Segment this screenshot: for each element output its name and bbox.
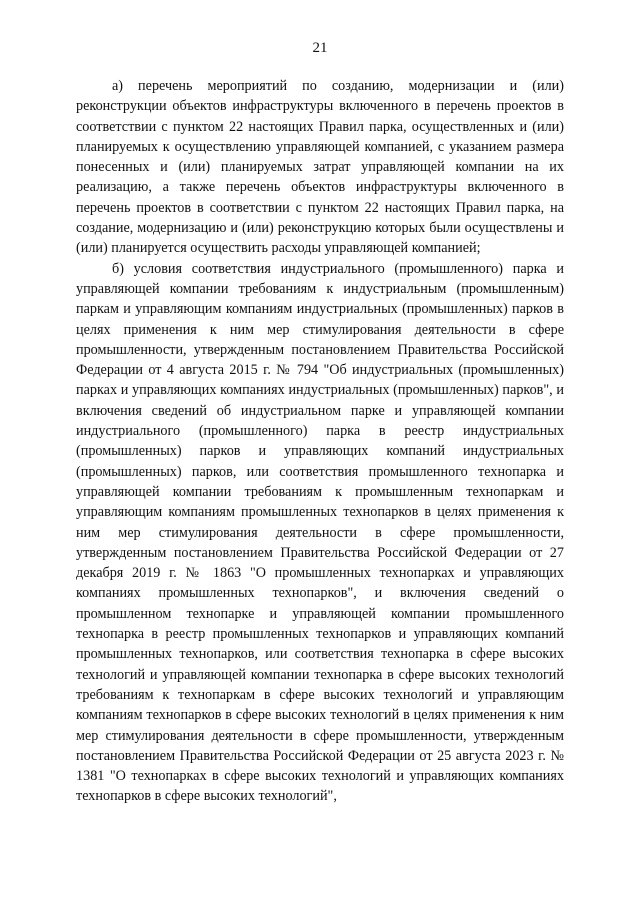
paragraph-a: а) перечень мероприятий по созданию, модернизации и (или) реконструкции объектов инфраструктуры включенного в перечень проектов в соответствии с пунктом 22 настоящих Правил парка, осуществленных и (или) планируемых к осуществлению управляющей компанией, с указанием размера понесенных и (или) планируемых затрат управляющей компании на их реализацию, а также перечень объектов инфраструктуры включенного в перечень проектов в соответствии с пунктом 22 настоящих Правил парка, на создание, модернизацию и (или) реконструкцию которых были осуществлены и (или) планируется осуществить расходы управляющей компанией; (76, 78, 564, 257)
page-number: 21 (312, 40, 328, 56)
document-body (76, 76, 564, 807)
paragraph-b: б) условия соответствия индустриального (промышленного) парка и управляющей компании требованиям к индустриальным (промышленным) паркам и управляющим компаниям индустриальных (промышленных) парков в целях применения к ним мер стимулирования деятельности в сфере промышленности, утвержденным постановлением Правительства Российской Федерации от 4 августа 2015 г. № 794 "Об индустриальных (промышленных) парках и управляющих компаниях индустриальных (промышленных) парков", и включения сведений об индустриальном парке и управляющей компании индустриального (промышленного) парка в реестр индустриальных (промышленных) парков и управляющих компаний индустриальных (промышленных) парков, или соответствия промышленного технопарка и управляющей компании требованиям к промышленным технопаркам и управляющим компаниям промышленных технопарков в целях применения к ним мер стимулирования деятельности в сфере промышленности, утвержденным постановлением Правительства Российской Федерации от 27 декабря 2019 г. № 1863 "О промышленных технопарках и управляющих компаниях промышленных технопарков", и включения сведений о промышленном технопарке и управляющей компании промышленного технопарка в реестр промышленных технопарков и управляющих компаний промышленных технопарков, или соответствия технопарка в сфере высоких технологий и управляющей компании технопарка в сфере высоких технологий требованиям к технопаркам в сфере высоких технологий и управляющим компаниям технопарков в сфере высоких технологий в целях применения к ним мер стимулирования деятельности в сфере промышленности, утвержденным постановлением Правительства Российской Федерации от 25 августа 2023 г. № 1381 "О технопарках в сфере высоких технологий и управляющих компаниях технопарков в сфере высоких технологий", (76, 260, 564, 805)
